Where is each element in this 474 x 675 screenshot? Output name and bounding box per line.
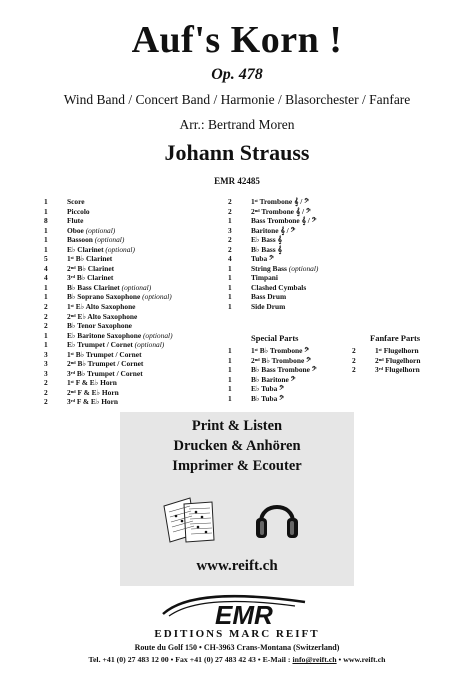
part-instrument: 2ⁿᵈ B♭ Trumpet / Cornet xyxy=(67,359,144,369)
part-name xyxy=(67,207,90,217)
logo-text: EMR xyxy=(215,600,273,628)
part-optional-note: (optional) xyxy=(94,235,125,245)
part-row xyxy=(352,365,420,375)
part-row xyxy=(44,292,173,302)
special-parts-list xyxy=(228,346,317,403)
part-row xyxy=(44,340,173,350)
part-row xyxy=(44,245,173,255)
part-row xyxy=(228,356,317,366)
part-row xyxy=(228,197,318,207)
part-name xyxy=(67,245,135,255)
part-instrument: Oboe xyxy=(67,225,86,235)
part-row xyxy=(228,264,318,274)
part-quantity: 1 xyxy=(44,292,48,302)
part-row xyxy=(228,394,317,404)
part-quantity: 1 xyxy=(228,346,232,355)
part-row xyxy=(228,245,318,255)
promo-line-german: Drucken & Anhören xyxy=(173,438,301,454)
part-quantity: 3 xyxy=(44,368,48,378)
part-name xyxy=(67,216,83,226)
part-name xyxy=(67,292,172,302)
part-instrument: E♭ Baritone Saxophone xyxy=(67,330,143,340)
part-quantity: 1 xyxy=(228,302,232,312)
part-instrument: Flute xyxy=(67,216,84,226)
part-instrument: Bassoon xyxy=(67,235,95,245)
part-instrument: Piccolo xyxy=(67,206,90,216)
instrumentation: Wind Band / Concert Band / Harmonie / Blasorchester / Fanfare xyxy=(63,92,411,107)
part-name xyxy=(67,264,114,274)
part-name xyxy=(67,350,142,360)
part-instrument: Bass Drum xyxy=(251,292,287,302)
part-name xyxy=(251,346,309,356)
parts-list-low-brass-percussion xyxy=(228,197,318,312)
arranger: Arr.: Bertrand Moren xyxy=(179,117,295,132)
part-quantity: 1 xyxy=(44,235,48,245)
part-row xyxy=(228,365,317,375)
contact-phone-fax: Tel. +41 (0) 27 483 12 00 • Fax +41 (0) 27 483 42 43 • E-Mail : xyxy=(88,655,293,664)
part-quantity: 1 xyxy=(228,355,232,365)
part-row xyxy=(44,264,173,274)
part-name xyxy=(251,292,286,302)
part-row xyxy=(228,207,318,217)
part-quantity: 1 xyxy=(228,365,232,375)
part-row xyxy=(228,226,318,236)
part-quantity: 1 xyxy=(44,206,48,216)
part-quantity: 2 xyxy=(44,397,48,407)
headphones-icon xyxy=(253,492,301,542)
opus-number: Op. 478 xyxy=(211,66,263,83)
part-name xyxy=(67,302,135,312)
part-quantity: 8 xyxy=(44,216,48,226)
part-instrument: 1ˢᵗ B♭ Trombone 𝄢 xyxy=(251,346,310,355)
part-name xyxy=(67,312,137,322)
part-instrument: E♭ Clarinet xyxy=(67,244,106,254)
part-instrument: 3ʳᵈ B♭ Trumpet / Cornet xyxy=(67,368,143,378)
part-quantity: 2 xyxy=(228,244,232,254)
part-optional-note: (optional) xyxy=(134,340,165,350)
part-instrument: 1ˢᵗ B♭ Trumpet / Cornet xyxy=(67,349,142,359)
part-quantity: 3 xyxy=(44,359,48,369)
part-quantity: 1 xyxy=(44,340,48,350)
part-name xyxy=(251,273,278,283)
part-quantity: 2 xyxy=(228,197,232,206)
part-quantity: 1 xyxy=(228,282,232,292)
part-instrument: 3ʳᵈ F & E♭ Horn xyxy=(67,397,119,407)
part-instrument: 2ⁿᵈ E♭ Alto Saxophone xyxy=(67,311,138,321)
part-name xyxy=(67,340,164,350)
part-name xyxy=(251,245,282,255)
part-quantity: 1 xyxy=(44,330,48,340)
part-name xyxy=(251,197,309,207)
part-row xyxy=(44,207,173,217)
part-row xyxy=(44,350,173,360)
part-row xyxy=(44,226,173,236)
page-title: Auf's Korn ! xyxy=(131,19,343,61)
part-instrument: 2ⁿᵈ Trombone 𝄞 / 𝄢 xyxy=(251,206,311,216)
part-instrument: 2ⁿᵈ F & E♭ Horn xyxy=(67,387,119,397)
part-instrument: 1ˢᵗ B♭ Clarinet xyxy=(67,254,113,264)
part-row xyxy=(44,388,173,398)
part-name xyxy=(251,384,284,394)
part-instrument: B♭ Tenor Saxophone xyxy=(67,321,132,331)
part-quantity: 2 xyxy=(44,321,48,331)
part-optional-note: (optional) xyxy=(142,292,172,302)
part-quantity: 2 xyxy=(44,302,48,312)
part-optional-note: (optional) xyxy=(105,244,135,254)
promo-url[interactable]: www.reift.ch xyxy=(196,558,278,574)
part-row xyxy=(44,283,173,293)
part-instrument: Timpani xyxy=(251,273,278,283)
part-name xyxy=(67,331,173,341)
part-quantity: 2 xyxy=(228,235,232,245)
part-row xyxy=(228,235,318,245)
part-optional-note: (optional) xyxy=(142,330,173,340)
part-row xyxy=(44,312,173,322)
part-instrument: 1ˢᵗ F & E♭ Horn xyxy=(67,378,117,388)
part-instrument: 3ʳᵈ B♭ Clarinet xyxy=(67,273,114,283)
part-row xyxy=(44,254,173,264)
part-quantity: 2 xyxy=(44,387,48,397)
part-row xyxy=(44,273,173,283)
part-quantity: 3 xyxy=(228,225,232,235)
part-row xyxy=(44,321,173,331)
part-row xyxy=(352,356,420,366)
part-name xyxy=(251,226,295,236)
part-name xyxy=(67,283,151,293)
part-quantity: 3 xyxy=(44,349,48,359)
part-quantity: 2 xyxy=(352,365,356,375)
part-instrument: Baritone 𝄞 / 𝄢 xyxy=(251,225,296,235)
part-instrument: 1ˢᵗ Trombone 𝄞 / 𝄢 xyxy=(251,197,309,206)
part-quantity: 1 xyxy=(228,384,232,394)
sheet-music-icon xyxy=(160,494,224,550)
part-name xyxy=(375,365,420,375)
part-optional-note: (optional) xyxy=(85,225,116,235)
part-quantity: 1 xyxy=(228,292,232,302)
special-parts-heading: Special Parts xyxy=(251,333,299,343)
part-instrument: B♭ Soprano Saxophone xyxy=(67,292,143,302)
part-quantity: 1 xyxy=(228,263,232,273)
publisher-name: EDITIONS MARC REIFT xyxy=(154,628,320,640)
part-name xyxy=(251,207,311,217)
part-name xyxy=(67,369,143,379)
part-instrument: Tuba 𝄢 xyxy=(251,254,274,264)
part-quantity: 1 xyxy=(228,393,232,403)
part-quantity: 1 xyxy=(228,216,232,226)
part-row xyxy=(44,331,173,341)
contact-website[interactable]: • www.reift.ch xyxy=(336,655,386,664)
part-instrument: B♭ Baritone 𝄢 xyxy=(251,374,296,384)
part-row xyxy=(352,346,420,356)
part-instrument: 3ʳᵈ Flugelhorn xyxy=(375,365,420,375)
parts-list-woodwinds-brass xyxy=(44,197,173,407)
part-name xyxy=(67,388,119,398)
part-name xyxy=(251,216,316,226)
part-name xyxy=(67,254,112,264)
part-name xyxy=(67,235,124,245)
part-row xyxy=(228,375,317,385)
part-row xyxy=(228,254,318,264)
part-instrument: String Bass xyxy=(251,263,289,273)
part-instrument: 1ˢᵗ E♭ Alto Saxophone xyxy=(67,302,136,312)
fanfare-parts-list xyxy=(352,346,420,375)
part-row xyxy=(228,384,317,394)
part-instrument: E♭ Bass 𝄞 xyxy=(251,235,282,245)
part-name xyxy=(251,235,282,245)
part-quantity: 2 xyxy=(44,311,48,321)
part-row xyxy=(44,302,173,312)
part-quantity: 1 xyxy=(44,244,48,254)
fanfare-parts-heading: Fanfare Parts xyxy=(370,333,421,343)
print-listen-banner[interactable] xyxy=(120,412,354,586)
part-quantity: 1 xyxy=(44,197,48,206)
part-row xyxy=(228,283,318,293)
part-quantity: 2 xyxy=(352,346,356,355)
part-quantity: 1 xyxy=(44,282,48,292)
part-optional-note: (optional) xyxy=(288,263,319,273)
part-row xyxy=(44,235,173,245)
part-name xyxy=(67,378,117,388)
part-instrument: B♭ Bass Trombone 𝄢 xyxy=(251,365,317,375)
part-quantity: 1 xyxy=(44,225,48,235)
part-instrument: Score xyxy=(67,197,85,206)
part-instrument: Clashed Cymbals xyxy=(251,282,307,292)
part-name xyxy=(251,264,318,274)
part-name xyxy=(251,356,311,366)
part-name xyxy=(251,375,295,385)
part-quantity: 4 xyxy=(44,263,48,273)
part-instrument: 2ⁿᵈ Flugelhorn xyxy=(375,355,421,365)
part-name xyxy=(375,356,420,366)
part-row xyxy=(44,216,173,226)
part-quantity: 1 xyxy=(228,273,232,283)
part-quantity: 2 xyxy=(352,355,356,365)
part-name xyxy=(67,397,118,407)
composer: Johann Strauss xyxy=(164,140,310,165)
part-name xyxy=(251,394,284,404)
part-name xyxy=(251,365,317,375)
part-name xyxy=(67,321,132,331)
part-row xyxy=(228,292,318,302)
part-instrument: E♭ Tuba 𝄢 xyxy=(251,384,284,394)
part-quantity: 4 xyxy=(228,254,232,264)
part-row xyxy=(44,359,173,369)
promo-line-english: Print & Listen xyxy=(191,418,283,434)
part-row xyxy=(228,302,318,312)
part-quantity: 2 xyxy=(228,206,232,216)
part-instrument: 2ⁿᵈ B♭ Trombone 𝄢 xyxy=(251,355,311,365)
part-instrument: Side Drum xyxy=(251,302,286,312)
part-optional-note: (optional) xyxy=(121,282,152,292)
part-quantity: 4 xyxy=(44,273,48,283)
part-instrument: 1ˢᵗ Flugelhorn xyxy=(375,346,419,355)
part-name xyxy=(251,283,306,293)
part-name xyxy=(375,346,419,356)
part-instrument: 2ⁿᵈ B♭ Clarinet xyxy=(67,263,115,273)
part-instrument: Bass Trombone 𝄞 / 𝄢 xyxy=(251,216,317,226)
publisher-contact xyxy=(0,655,474,664)
part-name xyxy=(251,302,285,312)
part-row xyxy=(44,369,173,379)
part-instrument: B♭ Bass Clarinet xyxy=(67,282,122,292)
part-instrument: E♭ Trumpet / Cornet xyxy=(67,340,135,350)
part-name xyxy=(67,273,113,283)
emr-logo xyxy=(155,594,319,628)
part-name xyxy=(251,254,274,264)
promo-line-french: Imprimer & Ecouter xyxy=(172,458,302,474)
catalog-number: EMR 42485 xyxy=(214,176,260,186)
part-row xyxy=(228,346,317,356)
part-instrument: B♭ Bass 𝄞 xyxy=(251,244,282,254)
part-quantity: 5 xyxy=(44,254,48,264)
part-row xyxy=(44,197,173,207)
part-instrument: B♭ Tuba 𝄢 xyxy=(251,393,284,403)
part-name xyxy=(67,226,115,236)
part-name xyxy=(67,197,85,207)
part-row xyxy=(44,397,173,407)
part-row xyxy=(228,273,318,283)
publisher-address: Route du Golf 150 • CH-3963 Crans-Montana (Switzerland) xyxy=(134,643,340,652)
email-link[interactable]: info@reift.ch xyxy=(292,655,337,664)
part-quantity: 1 xyxy=(228,374,232,384)
part-row xyxy=(44,378,173,388)
part-row xyxy=(228,216,318,226)
part-name xyxy=(67,359,143,369)
part-quantity: 2 xyxy=(44,378,48,388)
